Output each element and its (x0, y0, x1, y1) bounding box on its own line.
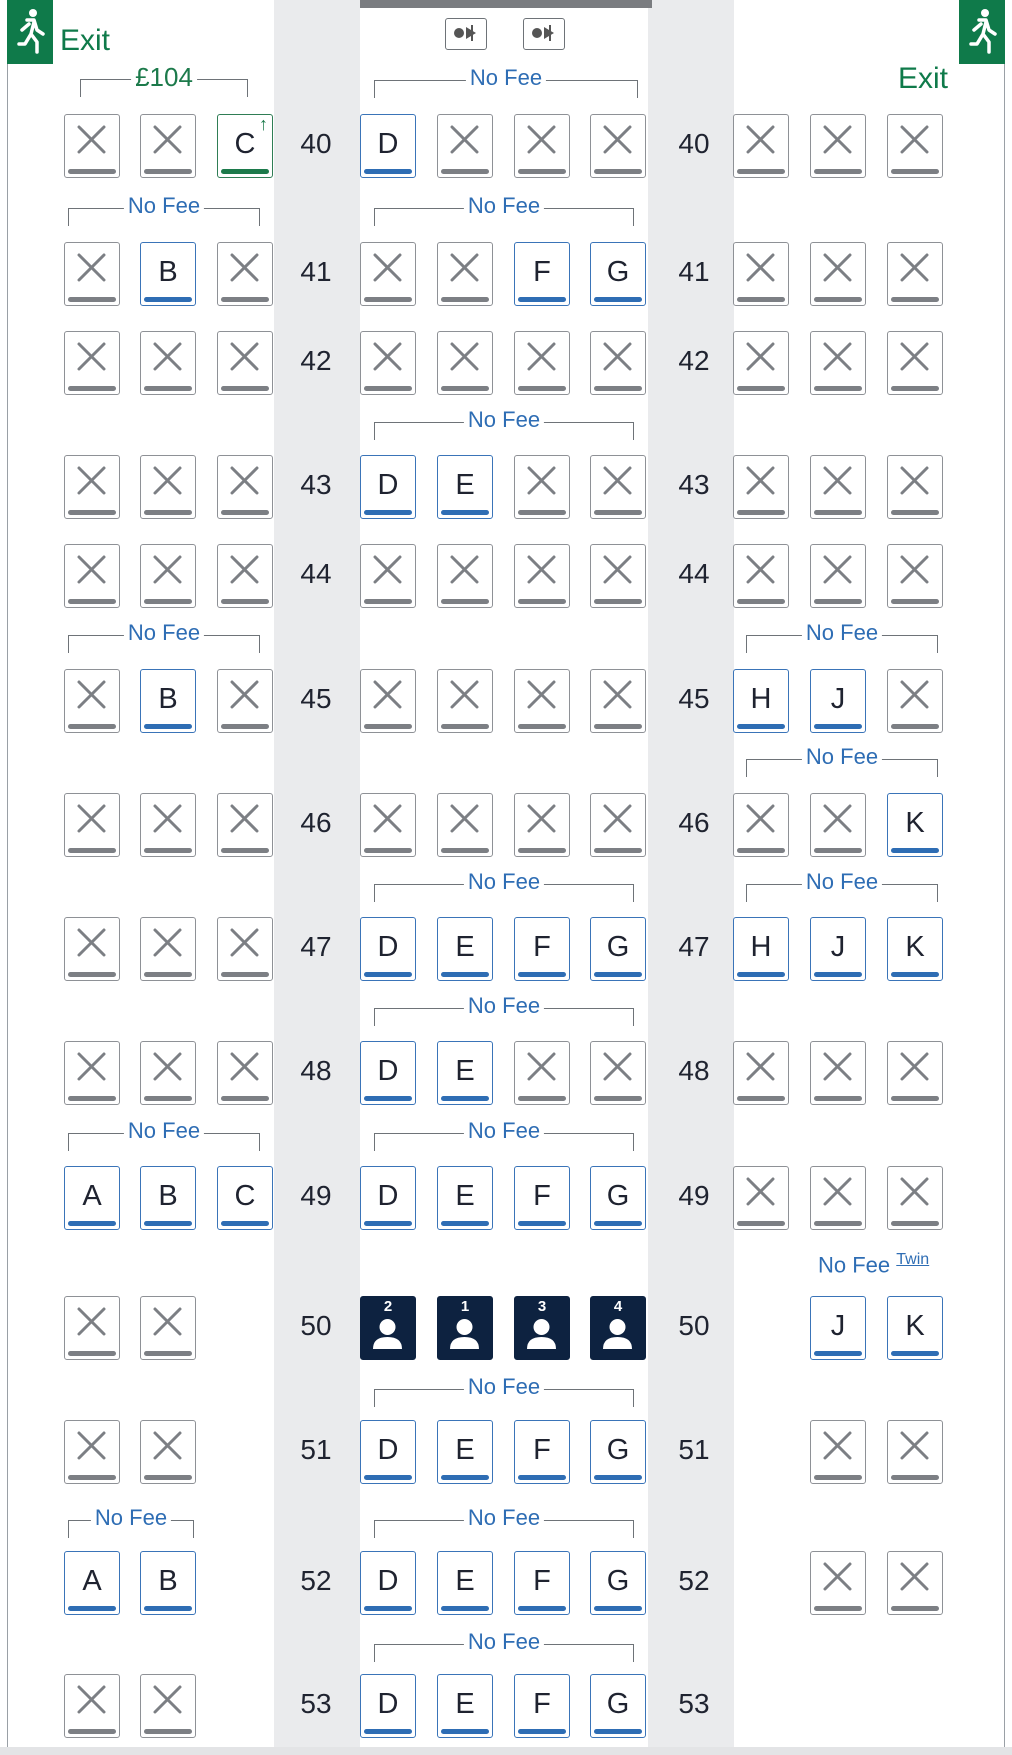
seat-unavailable-48F (514, 1041, 570, 1105)
seat-unavailable-42B (140, 331, 196, 395)
seat-letter: D (377, 931, 399, 963)
fee-label: No Fee (464, 1507, 544, 1529)
seat-unavailable-43J (810, 455, 866, 519)
exit-right-icon (959, 0, 1005, 64)
row-number: 46 (678, 807, 710, 838)
row-number: 52 (678, 1565, 710, 1596)
seat-unavailable-46F (514, 793, 570, 857)
seat-letter: F (533, 1180, 551, 1212)
seat-49E[interactable] (437, 1166, 493, 1230)
seat-unavailable-45G (590, 669, 646, 733)
seat-51E[interactable] (437, 1420, 493, 1484)
seat-unavailable-42C (217, 331, 273, 395)
seat-unavailable-41J (810, 242, 866, 306)
seat-unavailable-48B (140, 1041, 196, 1105)
seat-unavailable-42F (514, 331, 570, 395)
seat-unavailable-42J (810, 331, 866, 395)
fee-bracket (374, 993, 634, 1026)
row-number: 48 (678, 1055, 710, 1086)
fee-price-label: £104 (131, 64, 197, 90)
extra-legroom-icon: ↑ (259, 114, 268, 134)
seat-unavailable-46D (360, 793, 416, 857)
row-number: 44 (300, 558, 332, 589)
seat-letter: D (377, 1565, 399, 1597)
seat-45J[interactable] (810, 669, 866, 733)
seat-unavailable-43C (217, 455, 273, 519)
seat-unavailable-44G (590, 544, 646, 608)
row-number: 42 (678, 345, 710, 376)
fee-label: No Fee (464, 1120, 544, 1142)
seat-letter: F (533, 1688, 551, 1720)
seat-47D[interactable] (360, 917, 416, 981)
seat-unavailable-47A (64, 917, 120, 981)
seat-letter: K (905, 1310, 925, 1342)
fee-bracket (80, 62, 248, 97)
seat-52A[interactable] (64, 1551, 120, 1615)
seat-43E[interactable] (437, 455, 493, 519)
seat-unavailable-41K (887, 242, 943, 306)
row-number: 43 (300, 469, 332, 500)
seat-unavailable-42H (733, 331, 789, 395)
seat-letter: J (830, 1310, 846, 1342)
seat-letter: K (905, 931, 925, 963)
seat-unavailable-47C (217, 917, 273, 981)
seat-unavailable-52K (887, 1551, 943, 1615)
seat-49C[interactable] (217, 1166, 273, 1230)
seat-unavailable-52J (810, 1551, 866, 1615)
fee-bracket (374, 193, 634, 226)
seat-unavailable-42A (64, 331, 120, 395)
seat-46K[interactable] (887, 793, 943, 857)
seat-unavailable-46A (64, 793, 120, 857)
fee-label: No Fee (464, 1631, 544, 1653)
fee-bracket (68, 1505, 194, 1538)
seat-49A[interactable] (64, 1166, 120, 1230)
seat-49B[interactable] (140, 1166, 196, 1230)
seat-52F[interactable] (514, 1551, 570, 1615)
seat-51F[interactable] (514, 1420, 570, 1484)
row-number: 47 (678, 931, 710, 962)
seat-unavailable-42G (590, 331, 646, 395)
seat-unavailable-48K (887, 1041, 943, 1105)
seat-letter: B (158, 256, 178, 288)
seat-unavailable-48G (590, 1041, 646, 1105)
fee-bracket (68, 1118, 260, 1151)
seat-letter: G (606, 931, 630, 963)
row-number: 41 (300, 256, 332, 287)
seat-letter: F (533, 1434, 551, 1466)
fee-label: No Fee (802, 622, 882, 644)
seat-43D[interactable] (360, 455, 416, 519)
fee-label: No Fee (802, 871, 882, 893)
seat-unavailable-40F (514, 114, 570, 178)
fee-bracket (746, 869, 938, 902)
fee-twin-label (818, 1251, 929, 1278)
fee-bracket (374, 869, 634, 902)
seat-unavailable-44D (360, 544, 416, 608)
seat-50K[interactable] (887, 1296, 943, 1360)
row-number: 52 (300, 1565, 332, 1596)
seat-letter: E (455, 1180, 475, 1212)
seat-unavailable-46B (140, 793, 196, 857)
seat-unavailable-44B (140, 544, 196, 608)
passenger-number: 3 (537, 1298, 547, 1315)
row-number: 51 (300, 1434, 332, 1465)
seat-letter: D (377, 1055, 399, 1087)
seat-letter: K (905, 807, 925, 839)
seat-unavailable-51B (140, 1420, 196, 1484)
seat-unavailable-43F (514, 455, 570, 519)
seat-unavailable-40A (64, 114, 120, 178)
seat-letter: D (377, 1180, 399, 1212)
seat-unavailable-43K (887, 455, 943, 519)
bottom-edge (0, 1747, 1012, 1755)
seat-unavailable-45F (514, 669, 570, 733)
seat-selected-50E[interactable] (437, 1296, 493, 1360)
seat-unavailable-45C (217, 669, 273, 733)
seat-letter: E (455, 1565, 475, 1597)
seat-41F[interactable] (514, 242, 570, 306)
seat-unavailable-51A (64, 1420, 120, 1484)
seat-41G[interactable] (590, 242, 646, 306)
row-number: 43 (678, 469, 710, 500)
seat-letter: B (158, 1565, 178, 1597)
fee-label: No Fee (464, 1376, 544, 1398)
seat-letter: E (455, 1055, 475, 1087)
seat-unavailable-44C (217, 544, 273, 608)
seat-unavailable-46H (733, 793, 789, 857)
seat-letter: A (82, 1180, 102, 1212)
seat-unavailable-51J (810, 1420, 866, 1484)
passenger-number: 1 (460, 1298, 470, 1315)
passenger-number: 4 (613, 1298, 623, 1315)
seat-letter: F (533, 1565, 551, 1597)
seat-47F[interactable] (514, 917, 570, 981)
seat-unavailable-42D (360, 331, 416, 395)
seat-unavailable-45D (360, 669, 416, 733)
seat-unavailable-45E (437, 669, 493, 733)
twin-seat-link[interactable]: Twin (896, 1251, 930, 1268)
fee-label: No Fee (818, 1252, 891, 1278)
seat-letter: H (750, 683, 772, 715)
row-number: 45 (678, 683, 710, 714)
seat-letter: B (158, 1180, 178, 1212)
seat-letter: G (606, 1180, 630, 1212)
row-number: 40 (678, 128, 710, 159)
fee-bracket (374, 1118, 634, 1151)
seat-letter: G (606, 1565, 630, 1597)
row-number: 50 (678, 1310, 710, 1341)
seat-53G[interactable] (590, 1674, 646, 1738)
seat-letter: J (830, 931, 846, 963)
seat-unavailable-46G (590, 793, 646, 857)
row-number: 53 (300, 1688, 332, 1719)
seat-selected-50G[interactable] (590, 1296, 646, 1360)
seat-letter: E (455, 469, 475, 501)
fee-bracket (374, 407, 634, 440)
row-number: 48 (300, 1055, 332, 1086)
fee-label: No Fee (124, 1120, 204, 1142)
fee-bracket (374, 1629, 634, 1662)
fee-label: No Fee (464, 195, 544, 217)
seat-40C[interactable] (217, 114, 273, 178)
seat-unavailable-41D (360, 242, 416, 306)
fee-label: No Fee (464, 409, 544, 431)
fee-label: No Fee (464, 995, 544, 1017)
seat-letter: B (158, 683, 178, 715)
exit-left-label: Exit (60, 24, 111, 57)
seat-unavailable-51K (887, 1420, 943, 1484)
bulkhead-bar (360, 0, 652, 8)
seat-letter: D (377, 1434, 399, 1466)
seat-letter: H (750, 931, 772, 963)
seat-letter: C (234, 128, 256, 160)
seat-52D[interactable] (360, 1551, 416, 1615)
seat-45H[interactable] (733, 669, 789, 733)
seat-unavailable-42K (887, 331, 943, 395)
seat-48D[interactable] (360, 1041, 416, 1105)
seat-unavailable-44A (64, 544, 120, 608)
seat-51D[interactable] (360, 1420, 416, 1484)
seat-letter: G (606, 1434, 630, 1466)
row-number: 45 (300, 683, 332, 714)
seat-letter: F (533, 931, 551, 963)
seat-unavailable-48A (64, 1041, 120, 1105)
row-number: 47 (300, 931, 332, 962)
seat-unavailable-48C (217, 1041, 273, 1105)
seat-41B[interactable] (140, 242, 196, 306)
seat-unavailable-46J (810, 793, 866, 857)
seat-53F[interactable] (514, 1674, 570, 1738)
seat-unavailable-53B (140, 1674, 196, 1738)
row-number: 44 (678, 558, 710, 589)
seat-unavailable-50B (140, 1296, 196, 1360)
fee-bracket (68, 193, 260, 226)
seat-unavailable-40B (140, 114, 196, 178)
fee-bracket (374, 65, 638, 98)
seat-letter: J (830, 683, 846, 715)
seat-unavailable-40E (437, 114, 493, 178)
seat-unavailable-53A (64, 1674, 120, 1738)
seat-unavailable-47B (140, 917, 196, 981)
seat-letter: A (82, 1565, 102, 1597)
fee-label: No Fee (802, 746, 882, 768)
seat-unavailable-41A (64, 242, 120, 306)
row-number: 49 (300, 1180, 332, 1211)
seat-unavailable-44E (437, 544, 493, 608)
row-number: 41 (678, 256, 710, 287)
seat-unavailable-40G (590, 114, 646, 178)
seat-50J[interactable] (810, 1296, 866, 1360)
seat-unavailable-50A (64, 1296, 120, 1360)
seat-letter: E (455, 1688, 475, 1720)
seat-unavailable-46E (437, 793, 493, 857)
exit-left-icon (7, 0, 53, 64)
seat-unavailable-48H (733, 1041, 789, 1105)
seat-unavailable-43G (590, 455, 646, 519)
seat-letter: E (455, 1434, 475, 1466)
seat-letter: E (455, 931, 475, 963)
row-number: 49 (678, 1180, 710, 1211)
seat-unavailable-44F (514, 544, 570, 608)
exit-right-label: Exit (898, 62, 949, 95)
seat-unavailable-48J (810, 1041, 866, 1105)
seat-unavailable-45A (64, 669, 120, 733)
seat-47J[interactable] (810, 917, 866, 981)
passenger-number: 2 (383, 1298, 393, 1315)
seat-49F[interactable] (514, 1166, 570, 1230)
fee-label: No Fee (464, 871, 544, 893)
row-number: 46 (300, 807, 332, 838)
fee-bracket (374, 1505, 634, 1538)
seat-unavailable-40K (887, 114, 943, 178)
seat-49D[interactable] (360, 1166, 416, 1230)
seat-selected-50F[interactable] (514, 1296, 570, 1360)
seat-unavailable-44J (810, 544, 866, 608)
fee-label: No Fee (124, 622, 204, 644)
seat-selected-50D[interactable] (360, 1296, 416, 1360)
seat-unavailable-43A (64, 455, 120, 519)
seat-52B[interactable] (140, 1551, 196, 1615)
seat-53E[interactable] (437, 1674, 493, 1738)
seat-52G[interactable] (590, 1551, 646, 1615)
seat-47E[interactable] (437, 917, 493, 981)
row-number: 40 (300, 128, 332, 159)
seat-45B[interactable] (140, 669, 196, 733)
seat-unavailable-49H (733, 1166, 789, 1230)
row-number: 53 (678, 1688, 710, 1719)
row-number: 50 (300, 1310, 332, 1341)
seat-unavailable-49J (810, 1166, 866, 1230)
fee-bracket (68, 620, 260, 653)
row-number: 51 (678, 1434, 710, 1465)
seat-unavailable-40J (810, 114, 866, 178)
row-number: 42 (300, 345, 332, 376)
fee-label: No Fee (466, 67, 546, 89)
fee-bracket (746, 744, 938, 777)
galley-icon (445, 18, 487, 50)
seat-49G[interactable] (590, 1166, 646, 1230)
fee-bracket (746, 620, 938, 653)
seat-unavailable-41C (217, 242, 273, 306)
seat-unavailable-46C (217, 793, 273, 857)
fee-label: No Fee (91, 1507, 171, 1529)
seat-unavailable-45K (887, 669, 943, 733)
fee-label: No Fee (124, 195, 204, 217)
seat-unavailable-49K (887, 1166, 943, 1230)
seat-letter: G (606, 256, 630, 288)
seat-unavailable-43H (733, 455, 789, 519)
seat-letter: D (377, 469, 399, 501)
seat-letter: F (533, 256, 551, 288)
seat-letter: D (377, 128, 399, 160)
fee-bracket (374, 1374, 634, 1407)
seat-47K[interactable] (887, 917, 943, 981)
seat-unavailable-41H (733, 242, 789, 306)
seat-unavailable-44K (887, 544, 943, 608)
seat-47H[interactable] (733, 917, 789, 981)
seat-letter: C (234, 1180, 256, 1212)
seat-51G[interactable] (590, 1420, 646, 1484)
seat-48E[interactable] (437, 1041, 493, 1105)
seat-unavailable-40H (733, 114, 789, 178)
seat-40D[interactable] (360, 114, 416, 178)
seat-unavailable-41E (437, 242, 493, 306)
galley-icon (523, 18, 565, 50)
seat-unavailable-42E (437, 331, 493, 395)
seat-unavailable-43B (140, 455, 196, 519)
seat-47G[interactable] (590, 917, 646, 981)
seat-52E[interactable] (437, 1551, 493, 1615)
seat-53D[interactable] (360, 1674, 416, 1738)
seat-unavailable-44H (733, 544, 789, 608)
seat-letter: D (377, 1688, 399, 1720)
seat-letter: G (606, 1688, 630, 1720)
